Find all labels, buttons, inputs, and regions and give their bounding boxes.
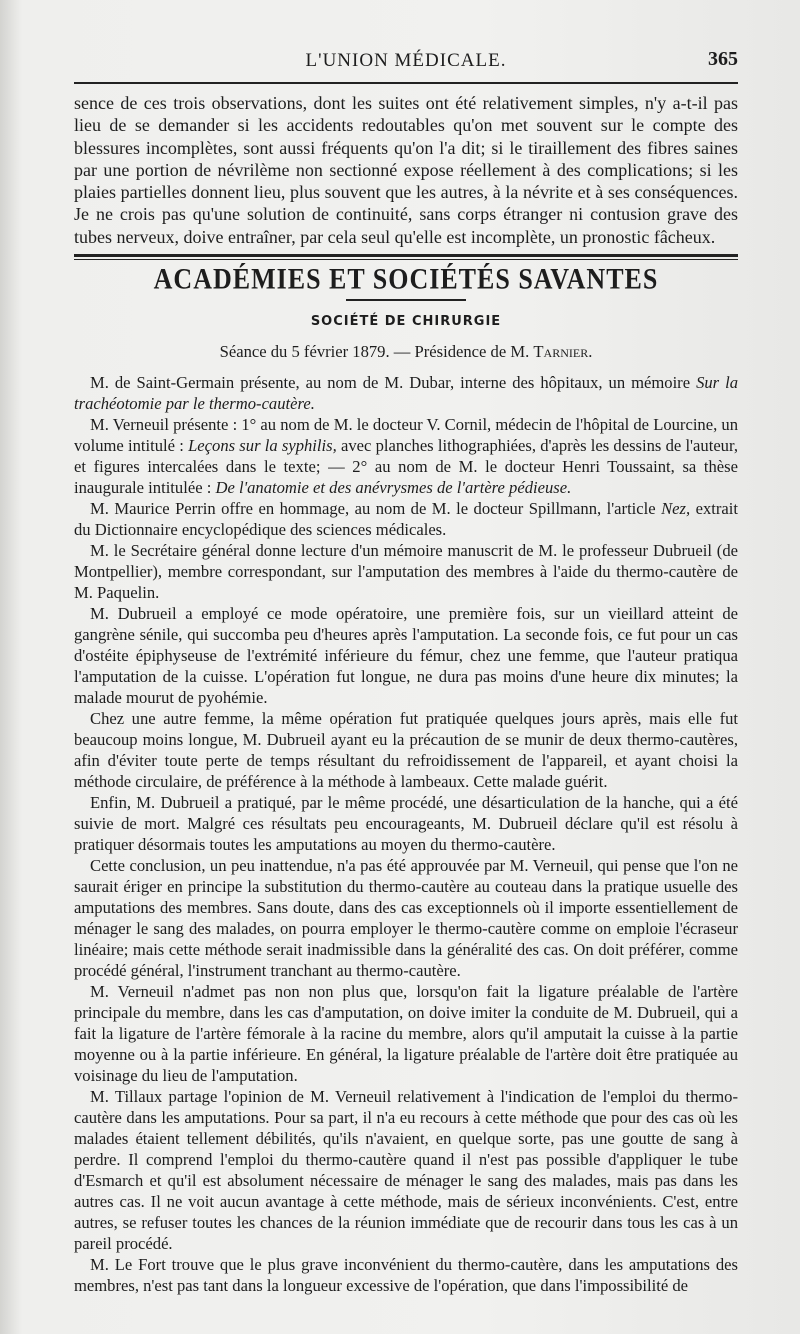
- paragraph-text: M. de Saint-Germain présente, au nom de M. Dubar, interne des hôpitaux, un mémoire: [90, 373, 691, 393]
- paragraph-text: avec planches lithographiées, d'après les dessins de l'auteur, et figures intercalées dans le texte; — 2° au nom de M. le docteur Henri Toussaint, sa thèse inaugurale intitulée :: [74, 436, 738, 498]
- article-body: [74, 92, 738, 1296]
- paragraph-hip-disarticulation: Enfin, M. Dubrueil a pratiqué, par le même procédé, une désarticulation de la hanche, qui a été suivie de mort. Malgré ces résultats peu encourageants, M. Dubrueil déclare qu'il est résolu à pratiquer désormais toutes les amputations au moyen du thermo-cautère.: [74, 793, 738, 855]
- page-header: [74, 44, 738, 80]
- running-title: L'UNION MÉDICALE.: [305, 50, 507, 71]
- title-rule: [346, 299, 466, 301]
- section-divider: [74, 254, 738, 260]
- section-title: ACADÉMIES ET SOCIÉTÉS SAVANTES: [153, 261, 659, 296]
- president-name: Tarnier.: [533, 342, 593, 362]
- paragraph-perrin: [74, 498, 738, 540]
- paragraph-verneuil-presents: [74, 414, 738, 498]
- paragraph-le-fort: M. Le Fort trouve que le plus grave inconvénient du thermo-cautère, dans les amputations des membres, n'est pas tant dans la longueur excessive de l'opération, que dans l'impossibilité de: [74, 1255, 738, 1296]
- session-line: [74, 341, 738, 362]
- header-rule: [74, 82, 738, 84]
- paragraph-secretary: M. le Secrétaire général donne lecture d'un mémoire manuscrit de M. le professeur Dubrueil (de Montpellier), membre correspondant, sur l'amputation des membres à l'aide du thermo-cautère de M. Paquelin.: [74, 541, 738, 603]
- paragraph-verneuil-opinion: Cette conclusion, un peu inattendue, n'a pas été approuvée par M. Verneuil, qui pense que l'on ne saurait ériger en principe la substitution du thermo-cautère au couteau dans la pratique usuelle des amputations des membres. Sans doute, dans des cas exceptionnels où il importe essentiellement de ménager le sang des malades, on pourra employer le thermo-cautère comme on emploie l'écraseur linéaire; mais cette méthode serait inadmissible dans la généralité des cas. On doit préférer, comme procédé général, l'instrument tranchant au thermo-cautère.: [74, 856, 738, 981]
- paragraph-text: M. Verneuil présente : 1° au nom de M. le docteur V. Cornil, médecin de l'hôpital de Lourcine, un volume intitulé :: [74, 415, 738, 456]
- paragraph-tillaux: M. Tillaux partage l'opinion de M. Verneuil relativement à l'indication de l'emploi du thermo-cautère dans les amputations. Pour sa part, il n'a eu recours à cette méthode que pour des cas où les malades étaient tellement débilités, qu'ils n'avaient, en quelque sorte, pas une goutte de sang à perdre. Il comprend l'emploi du thermo-cautère quand il n'est pas possible d'appliquer le tube d'Esmarch et qu'il est absolument nécessaire de ménager le sang des malades, mais pas dans les autres cas. Il ne voit aucun avantage à cette méthode, mais de sérieux inconvénients. C'est, entre autres, se refuser toutes les chances de la réunion immédiate que de recourir dans tous les cas à un pareil procédé.: [74, 1087, 738, 1254]
- paragraph-saint-germain: [74, 372, 738, 414]
- book-title: Leçons sur la syphilis,: [188, 436, 337, 456]
- thesis-title: De l'anatomie et des anévrysmes de l'artère pédieuse.: [215, 478, 572, 498]
- paragraph-ligature: M. Verneuil n'admet pas non non plus que, lorsqu'on fait la ligature préalable de l'artère principale du membre, dans les cas d'amputation, on doive imiter la conduite de M. Dubrueil, qui a fait la ligature de l'artère fémorale à la racine du membre, alors qu'il amputait la cuisse à la partie moyenne ou à la partie inférieure. En général, la ligature préalable de l'artère doit être pratiquée au voisinage du lieu de l'amputation.: [74, 982, 738, 1086]
- paragraph-text: M. Maurice Perrin offre en hommage, au nom de M. le docteur Spillmann, l'article: [90, 499, 656, 519]
- intro-paragraph: sence de ces trois observations, dont les suites ont été relativement simples, n'y a-t-il pas lieu de se demander si les accidents redoutables qu'on met souvent sur le compte des blessures incomplètes, sont aussi fréquents qu'on l'a dit; si le tiraillement des fibres saines par une portion de névrilème non sectionné expose réellement à des complications; si les plaies partielles donnent lieu, plus souvent que les autres, à la névrite et à ses conséquences. Je ne crois pas qu'une solution de continuité, sans corps étranger ni contusion grave des tubes nerveux, doive entraîner, par cela seul qu'elle est incomplète, un pronostic fâcheux.: [74, 93, 738, 247]
- page-number: 365: [708, 48, 738, 70]
- paragraph-text: extrait du Dictionnaire encyclopédique des sciences médicales.: [74, 499, 738, 540]
- article-title: Nez,: [661, 499, 691, 519]
- paragraph-second-case: Chez une autre femme, la même opération fut pratiquée quelques jours après, mais elle fut beaucoup moins longue, M. Dubrueil ayant eu la précaution de se munir de deux thermo-cautères, afin d'éviter toute perte de temps résultant du refroidissement de l'appareil, et ayant choisi la méthode circulaire, de préférence à la méthode à lambeaux. Cette malade guérit.: [74, 709, 738, 792]
- memoir-title: Sur la trachéotomie par le thermo-cautère.: [74, 373, 738, 414]
- subsection-title: SOCIÉTÉ DE CHIRURGIE: [310, 314, 502, 330]
- paragraph-dubrueil-cases: M. Dubrueil a employé ce mode opératoire, une première fois, sur un vieillard atteint de gangrène sénile, qui succomba peu d'heures après l'amputation. La seconde fois, ce fut pour un cas d'ostéite épiphyseuse de l'extrémité inférieure du fémur, chez une femme, que l'auteur pratiqua l'amputation de la cuisse. L'opération fut longue, ne dura pas moins d'une heure dix minutes; la malade mourut de pyohémie.: [74, 604, 738, 708]
- session-date: Séance du 5 février 1879. — Présidence de M.: [219, 342, 530, 362]
